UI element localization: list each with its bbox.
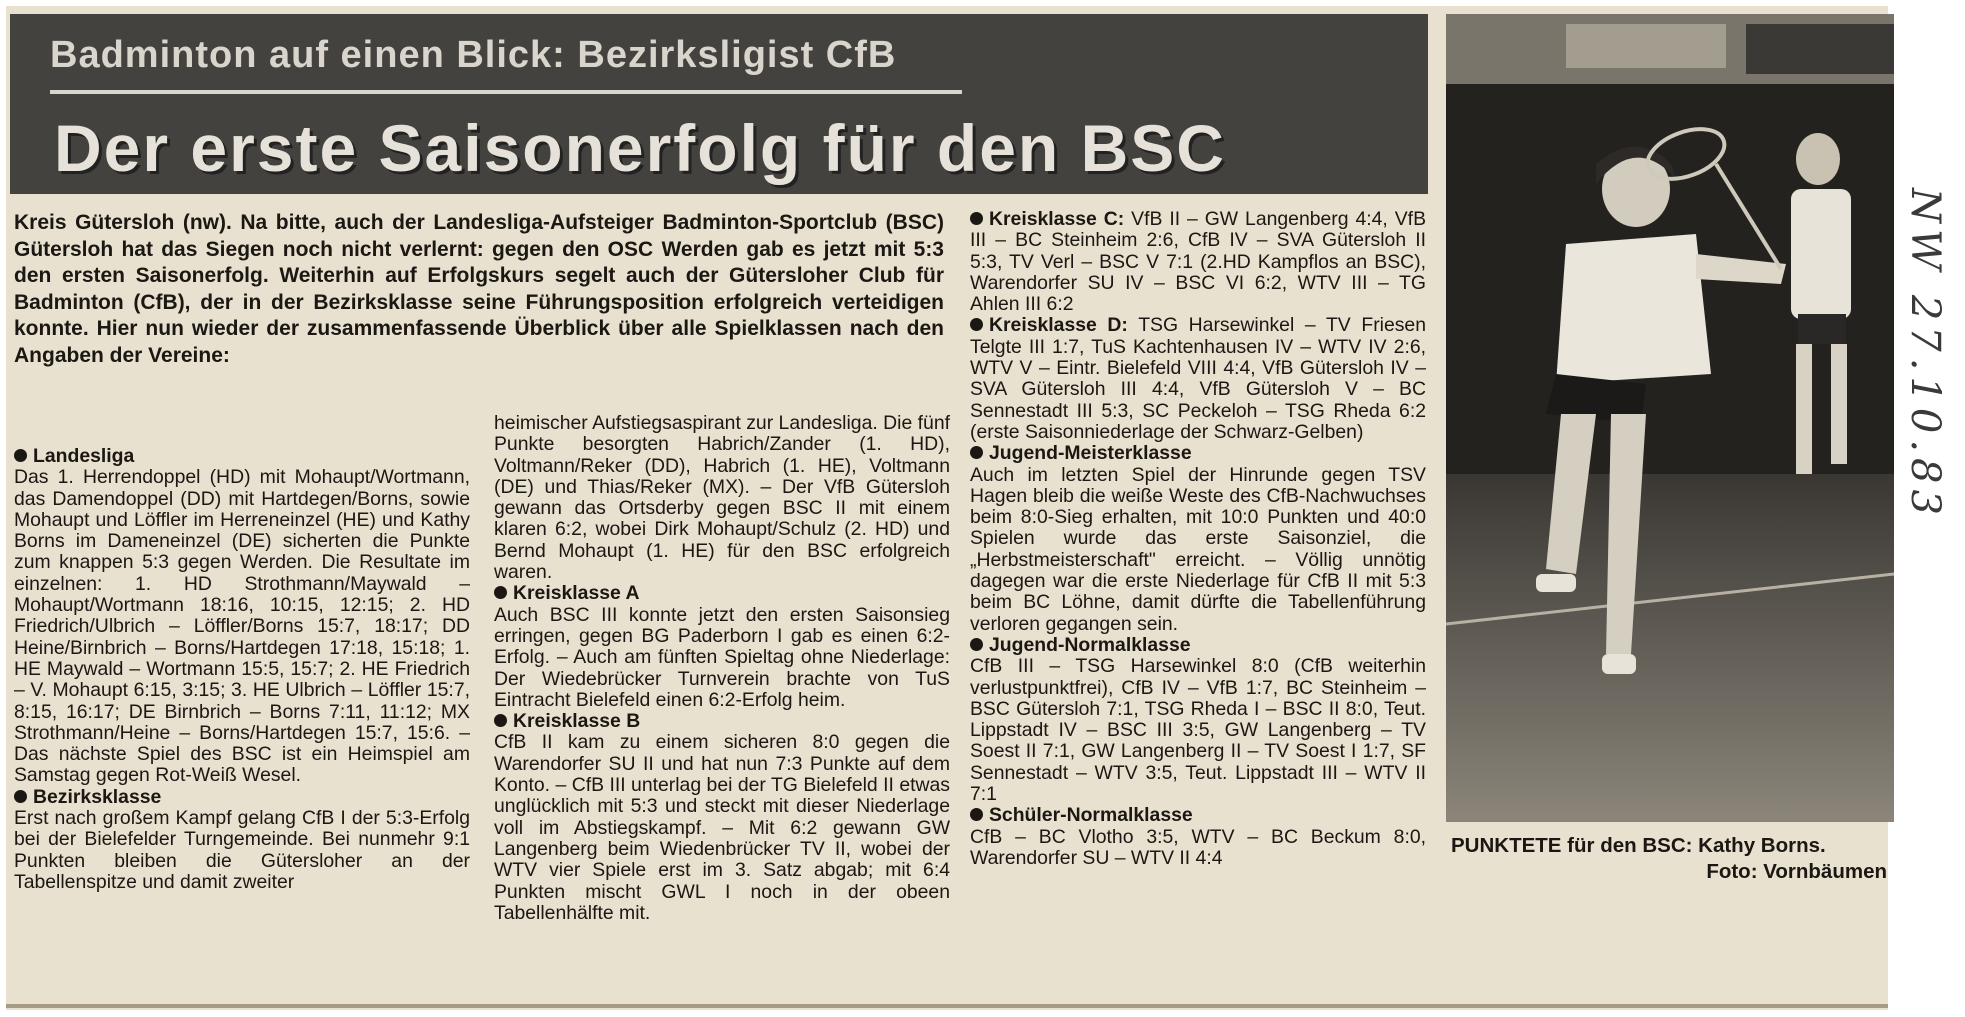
section-text-kreisklasse-c: VfB II – GW Langenberg 4:4, VfB III – BC Steinheim 2:6, CfB IV – SVA Gütersloh II 5:3, TV Verl – BSC V 7:1 (2.HD Kampflos an BSC), Warendorfer SU IV – BSC VI 6:2, WTV III – TG Ahlen III 6:2 <box>970 208 1426 316</box>
section-heading-jugend-normalklasse: Jugend-Normalklasse <box>970 635 1426 656</box>
article-lead: Kreis Gütersloh (nw). Na bitte, auch der Landesliga-Aufsteiger Badminton-Sportclub (BSC) Gütersloh hat das Siegen noch nicht verlernt: gegen den OSC Werden gab es jetzt mit 5:3 den ersten Saisonerfolg. Weiterhin auf Erfolgskurs segelt auch der Gütersloher Club für Badminton (CfB), der in der Bezirksklasse seine Führungsposition erfolgreich verteidigen konnte. Hier nun wieder der zusammenfassende Überblick über alle Spielklassen nach den Angaben der Vereine: <box>14 211 944 367</box>
section-heading-landesliga: Landesliga <box>14 446 470 467</box>
article-headline: Der erste Saisonerfolg für den BSC <box>54 111 1226 185</box>
section-text-kreisklasse-d: TSG Harsewinkel – TV Friesen Telgte III 1:7, TuS Kachtenhausen IV – WTV IV 2:6, WTV V – Eintr. Bielefeld VIII 4:4, VfB Gütersloh IV – SVA Gütersloh III 4:4, VfB Gütersloh V – BC Sennestadt III 5:3, SC Peckeloh – TSG Rheda 6:2 (erste Saisonniederlage der Schwarz-Gelben) <box>970 314 1427 443</box>
photo-credit: Foto: Vornbäumen <box>1706 860 1887 883</box>
text-column-1 <box>14 446 470 893</box>
section-text-jugend-normalklasse: CfB III – TSG Harsewinkel 8:0 (CfB weiterhin verlustpunktfrei), CfB IV – VfB 1:7, BC Steinheim – BSC Gütersloh 7:1, TSG Rheda I – BSC II 8:0, Teut. Lippstadt IV – BSC III 3:5, GW Langenberg – TV Soest II 7:1, GW Langenberg II – TV Soest I 1:7, SF Sennestadt – WTV 3:5, Teut. Lippstadt III – WTV II 7:1 <box>970 655 1426 806</box>
section-text-landesliga-continued: heimischer Aufstiegsaspirant zur Landesliga. Die fünf Punkte besorgten Habrich/Zander (1. HD), Voltmann/Reker (DD), Habrich (1. HE), Voltmann (DE) und Thias/Reker (MX). – Der VfB Gütersloh gewann das Ortsderby gegen BSC II mit einem klaren 6:2, wobei Dirk Mohaupt/Schulz (2. HD) und Bernd Mohaupt (1. HE) für den BSC erfolgreich waren. <box>494 412 950 584</box>
clipping-bottom-edge <box>6 1004 1888 1008</box>
section-text-jugend-meisterklasse: Auch im letzten Spiel der Hinrunde gegen TSV Hagen bleib die weiße Weste des CfB-Nachwuchses beim 8:0-Sieg erhalten, mit 10:0 Punkten und 40:0 Spielen wurde das erste Saisonziel, die „Herbstmeisterschaft" erreicht. – Völlig unnötig dagegen war die erste Niederlage für CfB II mit 5:3 beim BC Löhne, damit dürfte die Tabellenführung verloren gegangen sein. <box>970 463 1426 635</box>
kicker-underline <box>50 90 962 94</box>
section-kreisklasse-c <box>970 209 1426 315</box>
section-kreisklasse-d <box>970 315 1426 443</box>
section-heading-jugend-meisterklasse: Jugend-Meisterklasse <box>970 443 1426 464</box>
section-heading-kreisklasse-c: Kreisklasse C: <box>989 208 1125 230</box>
section-text-landesliga: Das 1. Herrendoppel (HD) mit Mohaupt/Wortmann, das Damendoppel (DD) mit Hartdegen/Borns, sowie Mohaupt und Löffler im Herreneinzel (HE) und Kathy Borns im Dameneinzel (DE) sicherten die Punkte zum knappen 5:3 gegen Werden. Die Resultate im einzelnen: 1. HD Strothmann/Maywald – Mohaupt/Wortmann 18:16, 10:15, 12:15; 2. HD Friedrich/Ulbrich – Löffler/Borns 15:7, 18:17; DD Heine/Birnbrich – Borns/Hartdegen 17:18, 15:18; 1. HE Maywald – Wortmann 15:5, 15:7; 2. HE Friedrich – V. Mohaupt 6:15, 3:15; 3. HE Ulbrich – Löffler 15:7, 8:15, 16:17; DE Birnbrich – Borns 7:11, 11:12; MX Strothmann/Heine – Borns/Hartdegen 15:7, 15:6. – Das nächste Spiel des BSC ist ein Heimspiel am Samstag gegen Rot-Weiß Wesel. <box>14 466 470 787</box>
section-text-kreisklasse-b: CfB II kam zu einem sicheren 8:0 gegen die Warendorfer SU II und hat nun 7:3 Punkte auf dem Konto. – CfB III unterlag bei der TG Bielefeld II etwas unglücklich mit 5:3 und steckt mit dieser Niederlage voll im Abstiegskampf. – Mit 6:2 gewann GW Langenberg beim Wiedenbrücker TV II, wobei der WTV vier Spiele erst im 3. Satz abgab; mit 6:4 Punkten mischt GWL I noch in der obeen Tabellenhälfte mit. <box>494 731 950 924</box>
photo-caption: PUNKTETE für den BSC: Kathy Borns. <box>1451 834 1826 857</box>
bullet-icon <box>14 790 27 803</box>
section-text-schueler-normalklasse: CfB – BC Vlotho 3:5, WTV – BC Beckum 8:0, Warendorfer SU – WTV II 4:4 <box>970 825 1426 869</box>
bullet-icon <box>970 318 983 331</box>
article-kicker: Badminton auf einen Blick: Bezirksligist CfB <box>50 34 897 76</box>
bullet-icon <box>970 446 983 459</box>
section-heading-bezirksklasse: Bezirksklasse <box>14 787 470 808</box>
bullet-icon <box>14 449 27 462</box>
text-column-3 <box>970 209 1426 869</box>
section-heading-kreisklasse-a: Kreisklasse A <box>494 583 950 604</box>
section-text-kreisklasse-a: Auch BSC III konnte jetzt den ersten Saisonsieg erringen, gegen BG Paderborn I gab es einen 6:2-Erfolg. – Auch am fünften Spieltag ohne Niederlage: Der Wiedebrücker Turnverein brachte von TuS Eintracht Bielefeld einen 6:2-Erfolg heim. <box>494 603 950 711</box>
section-heading-schueler-normalklasse: Schüler-Normalklasse <box>970 805 1426 826</box>
handwritten-date-note <box>1890 180 1960 540</box>
section-heading-kreisklasse-d: Kreisklasse D: <box>989 314 1128 337</box>
photo-illustration <box>1446 14 1894 822</box>
handwritten-date-text: NW 27.10.83 <box>1902 188 1948 521</box>
section-text-bezirksklasse: Erst nach großem Kampf gelang CfB I der 5:3-Erfolg bei der Bielefelder Turngemeinde. Bei nunmehr 9:1 Punkten bleiben die Gütersloher an der Tabellenspitze und damit zweiter <box>14 807 470 893</box>
article-header <box>10 14 1428 194</box>
badminton-player-photo <box>1446 14 1894 822</box>
bullet-icon <box>494 714 507 727</box>
bullet-icon <box>970 808 983 821</box>
bullet-icon <box>970 638 983 651</box>
text-column-2 <box>494 413 950 924</box>
section-heading-kreisklasse-b: Kreisklasse B <box>494 711 950 732</box>
bullet-icon <box>970 212 983 225</box>
bullet-icon <box>494 586 507 599</box>
